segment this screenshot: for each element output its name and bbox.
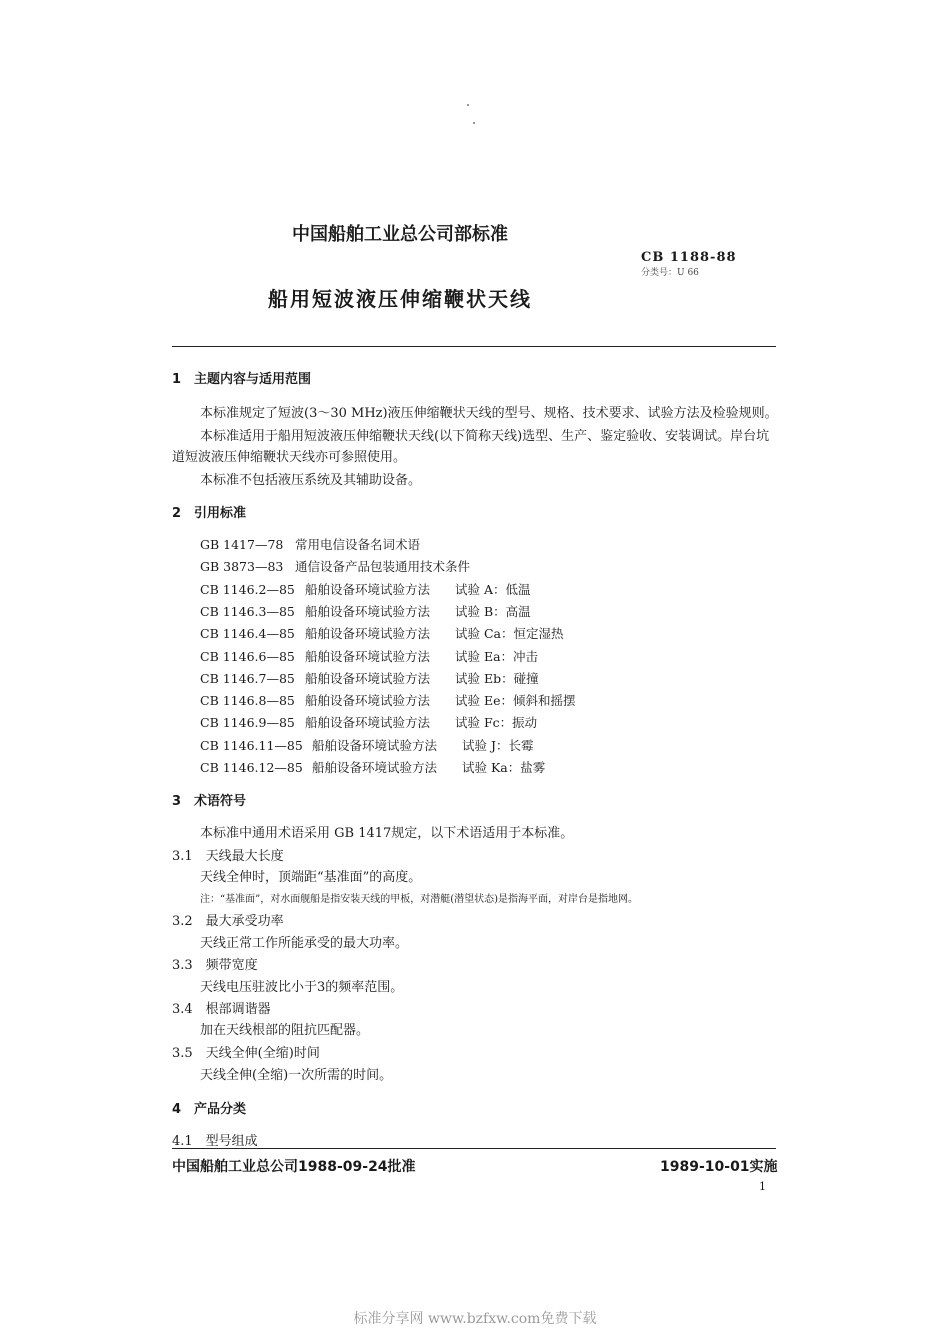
standard-code: CB 1188-88 <box>641 250 737 265</box>
reference-test: 试验 Ea：冲击 <box>455 648 539 664</box>
reference-code: CB 1146.4—85 <box>200 626 295 642</box>
reference-item <box>200 736 534 754</box>
reference-code: CB 1146.12—85 <box>200 760 303 775</box>
page-number: 1 <box>759 1180 766 1193</box>
reference-title: 通信设备产品包装通用技术条件 <box>295 559 471 575</box>
term-3-3-text: 天线电压驻波比小于3的频率范围。 <box>200 980 404 995</box>
term-3-4-text: 加在天线根部的阻抗匹配器。 <box>200 1023 370 1038</box>
reference-item <box>200 647 538 665</box>
reference-code: GB 3873—83 <box>200 559 284 575</box>
approval-line: 中国船舶工业总公司1988-09-24批准 <box>172 1159 416 1175</box>
term-3-1-note: 注：“基准面”，对水面舰船是指安装天线的甲板，对潜艇(潜望状态)是指海平面，对岸台是指地网。 <box>200 894 639 905</box>
reference-item <box>200 624 564 642</box>
reference-title: 船舶设备环境试验方法 <box>312 760 438 775</box>
section-2-heading: 2 引用标准 <box>172 506 247 521</box>
reference-title: 船舶设备环境试验方法 <box>305 581 431 597</box>
section-1-para-2-line-2: 道短波液压伸缩鞭状天线亦可参照使用。 <box>172 450 407 465</box>
reference-title: 常用电信设备名词术语 <box>295 537 421 552</box>
scan-speck <box>467 104 469 106</box>
term-3-3-heading: 3.3 频带宽度 <box>172 958 258 973</box>
reference-title: 船舶设备环境试验方法 <box>305 603 431 619</box>
reference-test: 试验 A：低温 <box>455 581 531 597</box>
section-4-heading: 4 产品分类 <box>172 1102 247 1117</box>
section-1-heading: 1 主题内容与适用范围 <box>172 372 312 387</box>
reference-test: 试验 Ca：恒定湿热 <box>455 626 564 642</box>
issuing-organization: 中国船舶工业总公司部标准 <box>292 224 508 245</box>
section-3-heading: 3 术语符号 <box>172 794 247 809</box>
reference-item <box>200 580 531 598</box>
reference-test: 试验 Eb：碰撞 <box>455 670 539 686</box>
reference-item <box>200 669 539 687</box>
term-3-5-heading: 3.5 天线全伸(全缩)时间 <box>172 1046 320 1061</box>
term-3-4-heading: 3.4 根部调谐器 <box>172 1002 271 1017</box>
term-3-1-text: 天线全伸时，顶端距“基准面”的高度。 <box>200 870 422 885</box>
reference-item <box>200 535 445 553</box>
reference-code: GB 1417—78 <box>200 537 284 552</box>
reference-test: 试验 B：高温 <box>455 603 531 619</box>
reference-code: CB 1146.8—85 <box>200 693 295 709</box>
reference-item <box>200 758 545 776</box>
reference-title: 船舶设备环境试验方法 <box>305 648 431 664</box>
reference-item <box>200 557 470 575</box>
scan-speck <box>473 122 475 124</box>
implementation-date: 1989-10-01实施 <box>660 1159 778 1175</box>
header-divider <box>172 346 776 347</box>
reference-code: CB 1146.7—85 <box>200 670 295 686</box>
reference-item <box>200 602 531 620</box>
classification-number: 分类号：U 66 <box>641 268 699 278</box>
term-3-2-text: 天线正常工作所能承受的最大功率。 <box>200 936 409 951</box>
reference-item <box>200 691 576 709</box>
footer-divider <box>172 1148 776 1149</box>
reference-title: 船舶设备环境试验方法 <box>305 670 431 686</box>
section-1-para-1: 本标准规定了短波(3～30 MHz)液压伸缩鞭状天线的型号、规格、技术要求、试验方法及检验规则。 <box>200 406 778 421</box>
section-4-1-heading: 4.1 型号组成 <box>172 1134 258 1149</box>
term-3-1-heading: 3.1 天线最大长度 <box>172 849 284 864</box>
reference-test: 试验 J：长霉 <box>462 737 534 753</box>
reference-title: 船舶设备环境试验方法 <box>305 626 431 642</box>
reference-title: 船舶设备环境试验方法 <box>305 693 431 709</box>
section-1-para-2-line-1: 本标准适用于船用短波液压伸缩鞭状天线(以下简称天线)选型、生产、鉴定验收、安装调试。岸台坑 <box>200 429 770 444</box>
reference-test: 试验 Ee：倾斜和摇摆 <box>455 693 576 709</box>
reference-code: CB 1146.2—85 <box>200 581 295 597</box>
reference-title: 船舶设备环境试验方法 <box>305 715 431 731</box>
reference-test: 试验 Ka：盐雾 <box>462 760 546 775</box>
reference-code: CB 1146.3—85 <box>200 603 295 619</box>
reference-test: 试验 Fc：振动 <box>455 715 538 731</box>
reference-item <box>200 713 537 731</box>
section-3-intro: 本标准中通用术语采用 GB 1417规定，以下术语适用于本标准。 <box>200 826 574 841</box>
document-title: 船用短波液压伸缩鞭状天线 <box>268 287 532 311</box>
reference-code: CB 1146.6—85 <box>200 648 295 664</box>
reference-title: 船舶设备环境试验方法 <box>312 737 438 753</box>
term-3-2-heading: 3.2 最大承受功率 <box>172 914 284 929</box>
reference-code: CB 1146.11—85 <box>200 737 303 753</box>
watermark: 标准分享网 www.bzfxw.com免费下载 <box>353 1311 597 1327</box>
reference-code: CB 1146.9—85 <box>200 715 295 731</box>
term-3-5-text: 天线全伸(全缩)一次所需的时间。 <box>200 1068 393 1083</box>
section-1-para-3: 本标准不包括液压系统及其辅助设备。 <box>200 473 422 488</box>
